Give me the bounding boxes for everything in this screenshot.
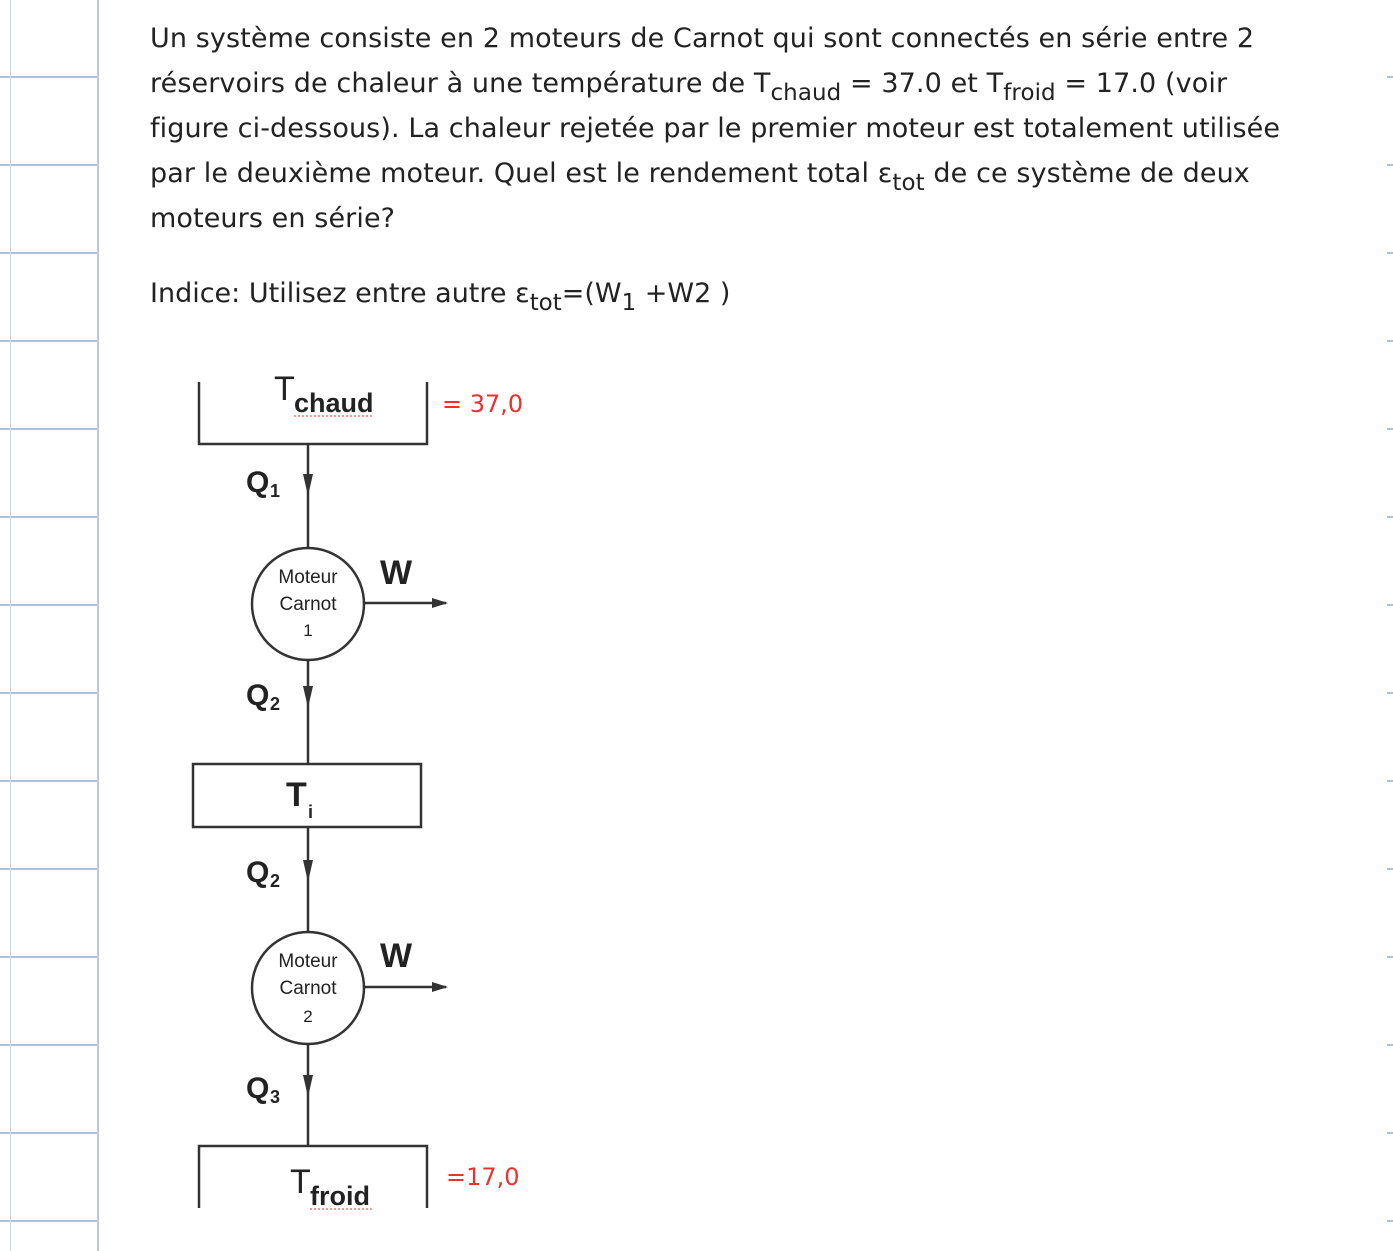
q3-label: Q [246, 1072, 270, 1105]
subscript-tot: tot [892, 170, 925, 197]
engine1-line2: Carnot [279, 594, 337, 615]
q2-sub: 2 [270, 694, 281, 714]
arrowhead-q3 [303, 1075, 313, 1097]
arrowhead-q2b [303, 860, 313, 882]
q2b-label: Q [246, 856, 270, 889]
problem-text-2: = 37.0 et T [841, 68, 1004, 99]
q1-label: Q [246, 466, 270, 499]
subscript-chaud: chaud [770, 80, 842, 107]
hot-reservoir-T: T [274, 370, 295, 408]
intermediate-reservoir-box [193, 764, 421, 827]
engine2-line2: Carnot [279, 978, 337, 999]
notebook-grid-margin [0, 0, 99, 1251]
engine2-line3: 2 [303, 1007, 313, 1026]
q3-sub: 3 [270, 1087, 281, 1107]
cold-temperature-annotation: =17,0 [446, 1163, 520, 1191]
engine1-line1: Moteur [278, 567, 338, 588]
engine1-line3: 1 [303, 621, 313, 640]
q2-label: Q [246, 679, 270, 712]
intermediate-T: T [286, 776, 307, 814]
arrowhead-q1 [303, 474, 313, 496]
hint-text [150, 271, 730, 316]
problem-text-4: de ce système de deux moteurs en série? [150, 158, 1250, 234]
engine2-line1: Moteur [278, 951, 338, 972]
hint-prefix: Indice: Utilisez entre autre ε [150, 278, 530, 309]
q2b-sub: 2 [270, 871, 281, 891]
hint-mid: =(W [561, 278, 622, 309]
hint-subscript-tot: tot [529, 290, 562, 317]
subscript-froid: froid [1003, 80, 1056, 107]
arrowhead-q2 [303, 686, 313, 708]
problem-text-3: = 17.0 (voir figure ci-dessous). La chaleur rejetée par le premier moteur est totalement utilisée par le deuxième moteur. Quel est le rendement total ε [150, 68, 1281, 189]
problem-statement [150, 16, 1290, 241]
hint-subscript-1: 1 [621, 290, 637, 317]
carnot-diagram-svg [150, 360, 570, 1230]
carnot-diagram [150, 360, 570, 1230]
intermediate-sub: i [308, 802, 314, 822]
engine1-work-label: W [380, 554, 413, 592]
hot-reservoir-sub: chaud [294, 388, 374, 418]
right-grid-ticks [1387, 0, 1393, 1251]
q1-sub: 1 [270, 481, 281, 501]
engine2-work-label: W [380, 937, 413, 975]
problem-text-1: Un système consiste en 2 moteurs de Carnot qui sont connectés en série entre 2 réservoirs de chaleur à une température de T [150, 23, 1255, 99]
cold-reservoir-sub: froid [310, 1181, 370, 1211]
hint-suffix: +W2 ) [636, 278, 731, 309]
cold-reservoir-T: T [290, 1163, 311, 1201]
hot-temperature-annotation: = 37,0 [442, 390, 524, 418]
